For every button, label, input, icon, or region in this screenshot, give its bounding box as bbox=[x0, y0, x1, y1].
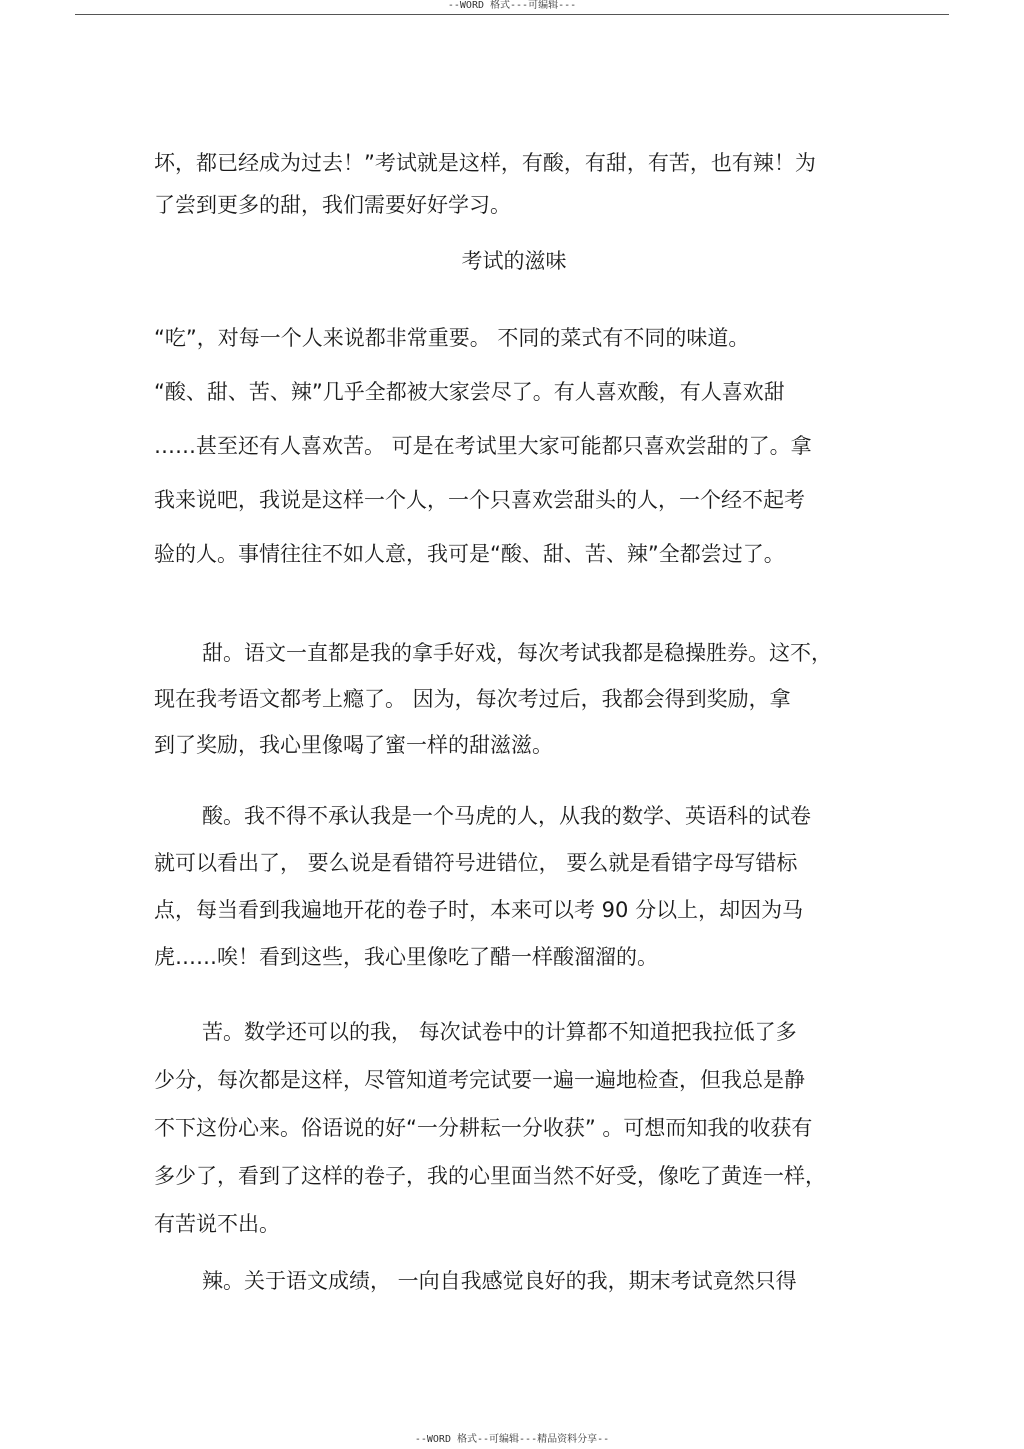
page-footer: --WORD 格式--可编辑---精品资料分享-- bbox=[414, 1434, 610, 1445]
text-line: 有苦说不出。 bbox=[154, 1212, 280, 1236]
text-line: 辣。关于语文成绩， 一向自我感觉良好的我，期末考试竟然只得 bbox=[202, 1269, 797, 1293]
text-line: 我来说吧，我说是这样一个人，一个只喜欢尝甜头的人，一个经不起考 bbox=[154, 488, 805, 512]
text-line: 坏，都已经成为过去！”考试就是这样，有酸，有甜，有苦，也有辣！为 bbox=[154, 151, 816, 175]
text-line: 就可以看出了， 要么说是看错符号进错位， 要么就是看错字母写错标 bbox=[154, 851, 798, 875]
text-line: 甜。语文一直都是我的拿手好戏，每次考试我都是稳操胜券。这不， bbox=[202, 641, 832, 665]
text-line: 了尝到更多的甜，我们需要好好学习。 bbox=[154, 193, 511, 217]
text-line: 不下这份心来。俗语说的好“一分耕耘一分收获” 。可想而知我的收获有 bbox=[154, 1116, 813, 1140]
text-line: 酸。我不得不承认我是一个马虎的人，从我的数学、英语科的试卷 bbox=[202, 804, 811, 828]
text-line: ……甚至还有人喜欢苦。 可是在考试里大家可能都只喜欢尝甜的了。拿 bbox=[154, 434, 812, 458]
page-header: --WORD 格式---可编辑--- bbox=[75, 0, 949, 15]
text-line: “吃”，对每一个人来说都非常重要。 不同的菜式有不同的味道。 bbox=[154, 326, 750, 350]
text-line: 点，每当看到我遍地开花的卷子时，本来可以考 90 分以上，却因为马 bbox=[154, 898, 804, 922]
text-line: 到了奖励，我心里像喝了蜜一样的甜滋滋。 bbox=[154, 733, 553, 757]
text-line: 多少了，看到了这样的卷子，我的心里面当然不好受，像吃了黄连一样， bbox=[154, 1164, 826, 1188]
text-line: 虎……唉！看到这些，我心里像吃了醋一样酸溜溜的。 bbox=[154, 945, 658, 969]
text-line: “酸、甜、苦、辣”几乎全都被大家尝尽了。有人喜欢酸，有人喜欢甜 bbox=[154, 380, 785, 404]
text-line: 现在我考语文都考上瘾了。 因为，每次考过后，我都会得到奖励，拿 bbox=[154, 687, 791, 711]
text-line: 少分，每次都是这样，尽管知道考完试要一遍一遍地检查，但我总是静 bbox=[154, 1068, 805, 1092]
document-title: 考试的滋味 bbox=[461, 249, 567, 273]
text-line: 苦。数学还可以的我， 每次试卷中的计算都不知道把我拉低了多 bbox=[202, 1020, 797, 1044]
text-line: 验的人。事情往往不如人意，我可是“酸、甜、苦、辣”全都尝过了。 bbox=[154, 542, 785, 566]
